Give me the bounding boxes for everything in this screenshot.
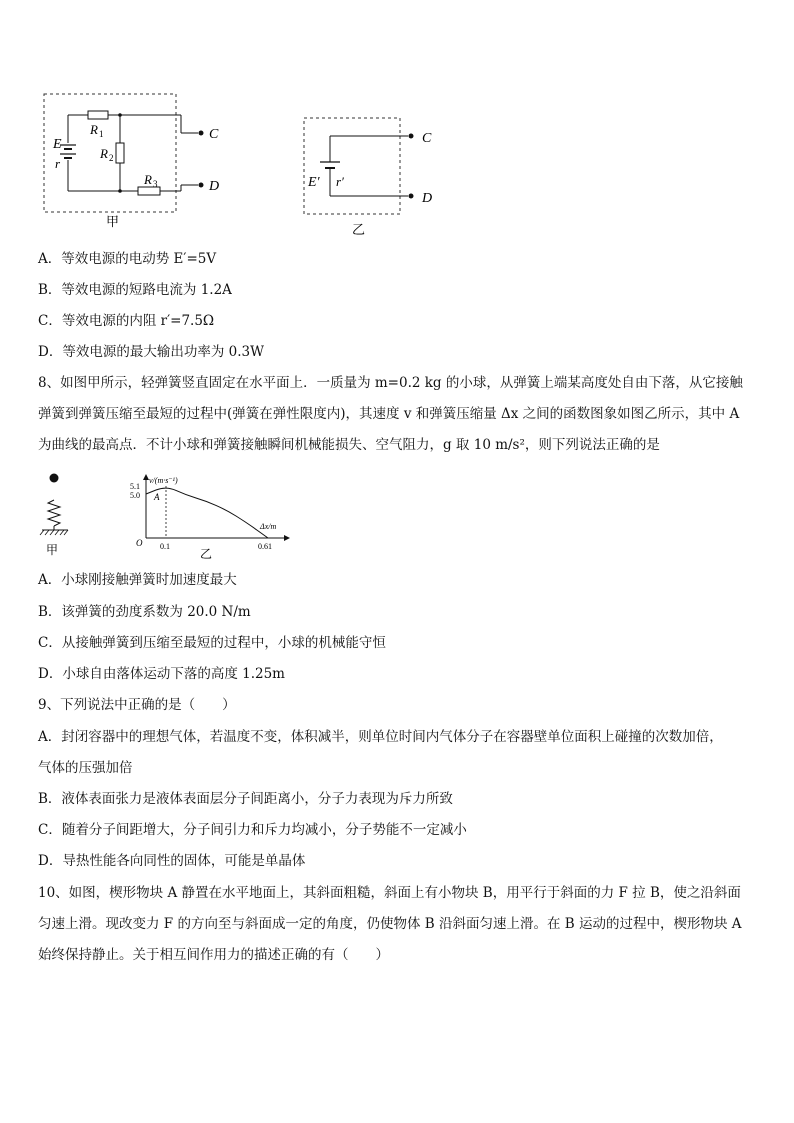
q8-option-c: C．从接触弹簧到压缩至最短的过程中，小球的机械能守恒 [38, 635, 386, 651]
terminal-C: C [209, 127, 219, 142]
peak-label-A: A [154, 492, 160, 502]
figure-jia-label: 甲 [106, 214, 120, 228]
spring-figure-jia [38, 470, 88, 558]
x-tick-0.1: 0.1 [160, 542, 170, 551]
q8-option-d: D．小球自由落体运动下落的高度 1.25m [38, 666, 285, 682]
q7-option-a: A．等效电源的电动势 E′=5V [38, 251, 217, 267]
y-tick-5.0: 5.0 [130, 491, 140, 500]
label-r-prime: r′ [336, 174, 344, 189]
q9-option-a-cont: 气体的压强加倍 [38, 760, 133, 776]
label-R1: R [90, 122, 98, 137]
label-E: E [53, 137, 62, 152]
q7-option-b: B．等效电源的短路电流为 1.2A [38, 282, 232, 298]
q8-option-b: B．该弹簧的劲度系数为 20.0 N/m [38, 604, 251, 620]
circuit-figure-yi [298, 112, 448, 238]
q9-option-b: B．液体表面张力是液体表面层分子间距离小，分子力表现为斥力所致 [38, 791, 453, 807]
terminal-C: C [422, 131, 432, 146]
q8-stem-line-3: 为曲线的最高点．不计小球和弹簧接触瞬间机械能损失、空气阻力，g 取 10 m/s²，则下列说法正确的是 [38, 437, 660, 453]
q7-option-c: C．等效电源的内阻 r′=7.5Ω [38, 313, 215, 329]
q10-stem-line-3: 始终保持静止。关于相互间作用力的描述正确的有（ ） [38, 947, 389, 963]
q9-option-c: C．随着分子间距增大，分子间引力和斥力均减小，分子势能不一定减小 [38, 822, 467, 838]
figure-yi-label: 乙 [352, 222, 366, 237]
label-R1-sub: 1 [99, 129, 104, 139]
terminal-D: D [422, 191, 433, 206]
spring [48, 500, 60, 526]
label-R2: R [100, 146, 108, 161]
velocity-compression-chart [120, 474, 300, 560]
ball [50, 474, 59, 483]
circuit-figure-jia [38, 88, 228, 228]
q8-fig-jia-label: 甲 [46, 543, 59, 557]
velocity-curve [146, 488, 268, 538]
q10-stem-line-1: 10、如图，楔形物块 A 静置在水平地面上，其斜面粗糙，斜面上有小物块 B，用平行于斜面的力 F 拉 B，使之沿斜面 [38, 885, 741, 901]
origin-label: O [136, 538, 143, 548]
q8-stem-line-2: 弹簧到弹簧压缩至最短的过程中(弹簧在弹性限度内)，其速度 v 和弹簧压缩量 Δx 之间的函数图象如图乙所示，其中 A [38, 406, 740, 422]
y-tick-5.1: 5.1 [130, 482, 140, 491]
label-R2-sub: 2 [109, 153, 114, 163]
label-r: r [55, 156, 61, 171]
y-axis-label: v/(m·s⁻¹) [149, 476, 178, 485]
label-R3-sub: 3 [153, 179, 158, 189]
x-tick-0.61: 0.61 [258, 542, 272, 551]
q9-option-d: D．导热性能各向同性的固体，可能是单晶体 [38, 853, 306, 869]
label-R3: R [144, 172, 152, 187]
q9-stem: 9、下列说法中正确的是（ ） [38, 697, 236, 713]
q8-stem-line-1: 8、如图甲所示，轻弹簧竖直固定在水平面上．一质量为 m=0.2 kg 的小球，从弹簧上端某高度处自由下落，从它接触 [38, 375, 743, 391]
q10-stem-line-2: 匀速上滑。现改变力 F 的方向至与斜面成一定的角度，仍使物体 B 沿斜面匀速上滑。在 B 运动的过程中，楔形物块 A [38, 916, 742, 932]
q8-fig-yi-label: 乙 [200, 547, 213, 560]
q9-option-a: A．封闭容器中的理想气体，若温度不变，体积减半，则单位时间内气体分子在容器壁单位面积上碰撞的次数加倍， [38, 729, 723, 745]
q7-option-d: D．等效电源的最大输出功率为 0.3W [38, 344, 264, 360]
q8-option-a: A．小球刚接触弹簧时加速度最大 [38, 572, 237, 588]
resistor-r1 [88, 111, 108, 119]
terminal-D: D [209, 179, 220, 194]
x-axis-label: Δx/m [260, 522, 277, 531]
resistor-r2 [116, 143, 124, 163]
label-E-prime: E′ [308, 175, 320, 190]
